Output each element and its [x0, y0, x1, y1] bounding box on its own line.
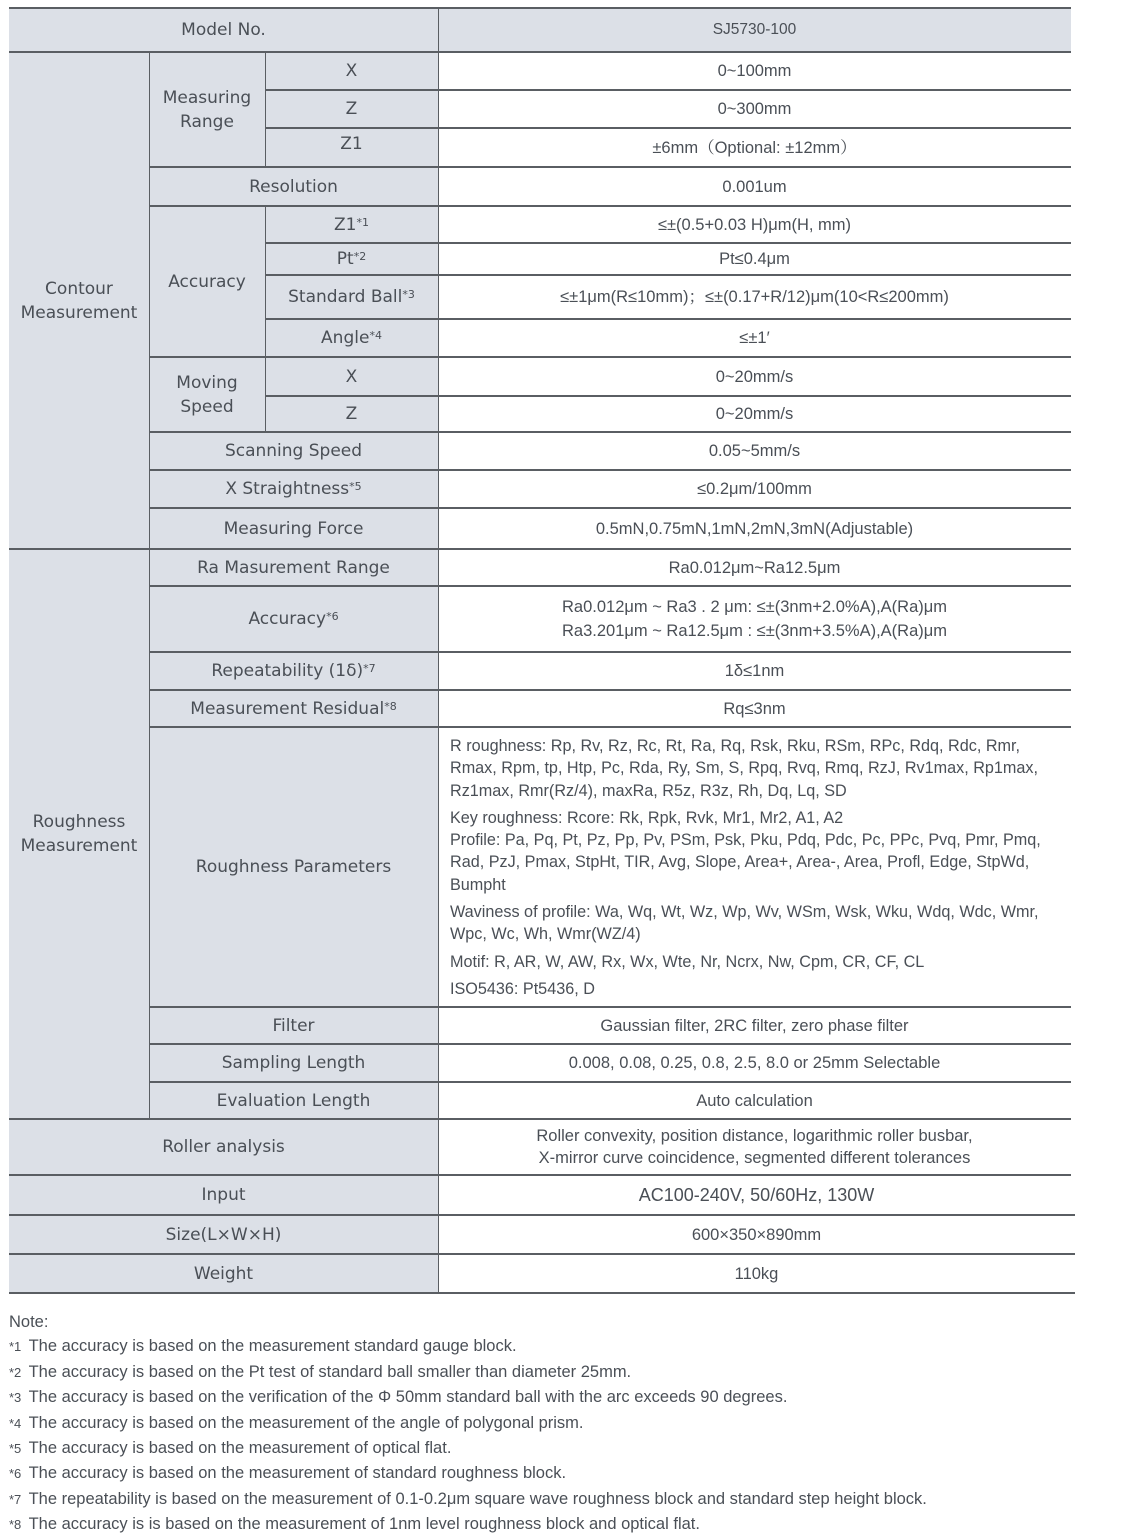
note-text: The repeatability is based on the measurement of 0.1-0.2μm square wave roughness block and standard step height block. — [28, 1489, 927, 1508]
note-item — [9, 1385, 927, 1410]
measuring-force-value: 0.5mN,0.75mN,1mN,2mN,3mN(Adjustable) — [438, 508, 1071, 549]
note-mark: *6 — [9, 1466, 22, 1482]
note-text: The accuracy is is based on the measurement of 1nm level roughness block and optical flat. — [28, 1515, 700, 1534]
repeatability-label — [149, 652, 438, 690]
evaluation-length-value: Auto calculation — [438, 1082, 1071, 1119]
divider — [9, 1253, 1075, 1255]
divider — [149, 585, 1071, 587]
input-value: AC100-240V, 50/60Hz, 130W — [438, 1175, 1075, 1215]
contour-measurement-text: Contour Measurement — [20, 278, 138, 323]
accuracy-pt-label — [265, 243, 438, 275]
divider — [9, 548, 1071, 550]
roughness-measurement-text: Roughness Measurement — [20, 812, 138, 856]
speed-x-label: X — [265, 357, 438, 396]
divider — [265, 89, 438, 91]
r-roughness-params: R roughness: Rp, Rv, Rz, Rc, Rt, Ra, Rq, Rsk, Rku, RSm, RPc, Rdq, Rdc, Rmr, Rmax, Rpm, tp, Htp, Pc, Rda, Ry, Sm, S, Rpq, Rvq, Rmq, RzJ, Rv1max, Rp1max, Rz1max, Rmr(Rz/4), maxRa, R5z, R3z, Rh, Dq, Lq, SD — [450, 737, 1038, 800]
divider — [265, 242, 1071, 244]
sampling-length-value: 0.008, 0.08, 0.25, 0.8, 2.5, 8.0 or 25mm Selectable — [438, 1044, 1071, 1082]
roughness-accuracy-value — [438, 586, 1071, 652]
note-text: The accuracy is based on the Pt test of standard ball smaller than diameter 25mm. — [28, 1362, 632, 1381]
note-ref: *1 — [356, 215, 369, 229]
note-text: The accuracy is based on the verification of the Φ 50mm standard ball with the arc exceeds 90 degrees. — [28, 1388, 788, 1407]
weight-value: 110kg — [438, 1254, 1075, 1293]
divider — [149, 507, 1071, 509]
divider — [149, 726, 1071, 728]
accuracy-angle-value: ≤±1′ — [438, 319, 1071, 357]
divider — [149, 689, 1071, 691]
note-item — [9, 1436, 927, 1461]
range-z1-label: Z1 — [265, 128, 438, 167]
sampling-length-label: Sampling Length — [149, 1044, 438, 1082]
range-z-value: 0~300mm — [438, 90, 1071, 128]
accuracy-ball-text: Standard Ball — [288, 287, 403, 307]
roller-analysis-label: Roller analysis — [9, 1119, 438, 1175]
note-text: The accuracy is based on the measurement of optical flat. — [28, 1439, 452, 1458]
x-straightness-value: ≤0.2μm/100mm — [438, 470, 1071, 508]
ra-range-value: Ra0.012μm~Ra12.5μm — [438, 549, 1071, 586]
divider — [265, 395, 1071, 397]
divider — [265, 274, 1071, 276]
repeatability-value: 1δ≤1nm — [438, 652, 1071, 690]
divider — [265, 52, 266, 167]
divider — [149, 1081, 1071, 1083]
note-item — [9, 1334, 927, 1359]
note-mark: *1 — [9, 1339, 22, 1355]
profile-params: Profile: Pa, Pq, Pt, Pz, Pp, Pv, PSm, Psk, Pku, Pdq, Pdc, Pc, PPc, Pvq, Pmr, Pmq, Rad, PzJ, Pmax, StpHt, TIR, Avg, Slope, Area+, Area-, Area, Profl, Edge, StpWd, Bumpht — [450, 831, 1041, 894]
divider — [149, 1043, 1071, 1045]
range-x-label: X — [265, 52, 438, 90]
divider — [9, 1174, 1071, 1176]
divider — [9, 1214, 1075, 1216]
resolution-value: 0.001um — [438, 167, 1071, 206]
accuracy-z1-label — [265, 206, 438, 243]
divider — [9, 51, 1071, 53]
range-x-value: 0~100mm — [438, 52, 1071, 90]
roller-analysis-value — [438, 1119, 1071, 1175]
residual-label — [149, 690, 438, 727]
repeatability-text: Repeatability (1δ) — [211, 661, 364, 681]
iso-params: ISO5436: Pt5436, D — [450, 979, 595, 998]
model-no-value: SJ5730-100 — [438, 8, 1071, 52]
divider — [9, 1118, 1071, 1120]
note-mark: *4 — [9, 1415, 22, 1431]
accuracy-ball-value: ≤±1μm(R≤10mm)；≤±(0.17+R/12)μm(10<R≤200mm) — [438, 275, 1071, 319]
roughness-accuracy-label — [149, 586, 438, 652]
resolution-label: Resolution — [149, 167, 438, 206]
divider — [149, 431, 1071, 433]
evaluation-length-label: Evaluation Length — [149, 1082, 438, 1119]
input-label: Input — [9, 1175, 438, 1215]
ra-range-label: Ra Masurement Range — [149, 549, 438, 586]
note-ref: *5 — [349, 480, 362, 493]
divider — [438, 89, 1071, 91]
accuracy-label: Accuracy — [149, 206, 265, 357]
note-text: The accuracy is based on the measurement of standard roughness block. — [28, 1464, 567, 1483]
waviness-params: Waviness of profile: Wa, Wq, Wt, Wz, Wp, Wv, WSm, Wsk, Wku, Wdq, Wdc, Wmr, Wpc, Wc, Wh, Wmr(WZ/4) — [450, 903, 1039, 944]
notes-title: Note: — [9, 1313, 49, 1331]
roughness-parameters-label: Roughness Parameters — [149, 727, 438, 1007]
divider — [265, 127, 1071, 129]
x-straightness-label — [149, 470, 438, 508]
note-ref: *8 — [384, 699, 397, 713]
measuring-force-label: Measuring Force — [149, 508, 438, 549]
size-label: Size(L×W×H) — [9, 1215, 438, 1254]
note-ref: *4 — [369, 329, 382, 342]
note-item — [9, 1360, 927, 1385]
note-ref: *3 — [402, 288, 415, 301]
speed-z-value: 0~20mm/s — [438, 396, 1071, 432]
filter-value: Gaussian filter, 2RC filter, zero phase filter — [438, 1007, 1071, 1044]
residual-value: Rq≤3nm — [438, 690, 1071, 727]
accuracy-pt-text: Pt — [336, 249, 354, 269]
note-item — [9, 1512, 927, 1537]
divider — [149, 1006, 1071, 1008]
note-mark: *7 — [9, 1491, 22, 1507]
roughness-measurement-label — [9, 549, 149, 1119]
accuracy-angle-label — [265, 319, 438, 357]
divider — [9, 1292, 1075, 1294]
accuracy-z1-text: Z1 — [334, 214, 357, 235]
note-item — [9, 1461, 927, 1486]
roughness-accuracy-text: Accuracy — [248, 609, 327, 629]
note-text: The accuracy is based on the measurement standard gauge block. — [28, 1337, 517, 1356]
measuring-range-label: Measuring Range — [149, 52, 265, 167]
roller-line2: X-mirror curve coincidence, segmented different tolerances — [538, 1149, 971, 1167]
divider — [438, 8, 439, 1293]
filter-label: Filter — [149, 1007, 438, 1044]
note-ref: *6 — [326, 610, 339, 623]
contour-measurement-label — [9, 52, 149, 549]
note-mark: *2 — [9, 1364, 22, 1380]
roughness-accuracy-line1: Ra0.012μm ~ Ra3 . 2 μm: ≤±(3nm+2.0%A),A(Ra)μm — [561, 598, 947, 616]
model-no-label: Model No. — [9, 8, 438, 52]
notes-section — [9, 1310, 927, 1538]
scanning-speed-label: Scanning Speed — [149, 432, 438, 470]
note-ref: *2 — [353, 250, 367, 263]
motif-params: Motif: R, AR, W, AW, Rx, Wx, Wte, Nr, Ncrx, Nw, Cpm, CR, CF, CL — [450, 952, 925, 971]
size-value: 600×350×890mm — [438, 1215, 1075, 1254]
speed-z-label: Z — [265, 396, 438, 432]
divider — [265, 206, 266, 432]
moving-speed-label: Moving Speed — [149, 357, 265, 432]
range-z-label: Z — [265, 90, 438, 128]
x-straightness-text: X Straightness — [225, 479, 350, 499]
divider — [9, 7, 1071, 9]
note-item — [9, 1487, 927, 1512]
weight-label: Weight — [9, 1254, 438, 1293]
range-z1-value: ±6mm（Optional: ±12mm） — [438, 128, 1071, 167]
note-mark: *3 — [9, 1390, 22, 1406]
divider — [149, 166, 1071, 168]
key-roughness-params: Key roughness: Rcore: Rk, Rpk, Rvk, Mr1, Mr2, A1, A2 — [450, 808, 844, 827]
accuracy-pt-value: Pt≤0.4μm — [438, 243, 1071, 275]
divider — [149, 469, 1071, 471]
scanning-speed-value: 0.05~5mm/s — [438, 432, 1071, 470]
roller-line1: Roller convexity, position distance, logarithmic roller busbar, — [536, 1127, 973, 1145]
residual-text: Measurement Residual — [190, 698, 385, 719]
speed-x-value: 0~20mm/s — [438, 357, 1071, 396]
divider — [149, 356, 1071, 358]
note-mark: *8 — [9, 1517, 22, 1533]
note-item — [9, 1411, 927, 1436]
note-text: The accuracy is based on the measurement of the angle of polygonal prism. — [28, 1413, 584, 1432]
accuracy-z1-value: ≤±(0.5+0.03 H)μm(H, mm) — [438, 206, 1071, 243]
divider — [149, 205, 1071, 207]
divider — [265, 318, 1071, 320]
divider — [149, 651, 1071, 653]
accuracy-angle-text: Angle — [321, 328, 370, 348]
roughness-accuracy-line2: Ra3.201μm ~ Ra12.5μm : ≤±(3nm+3.5%A),A(Ra)μm — [561, 622, 948, 640]
roughness-parameters-value — [438, 727, 1071, 1007]
note-ref: *7 — [363, 662, 376, 675]
accuracy-ball-label — [265, 275, 438, 319]
note-mark: *5 — [9, 1441, 22, 1457]
divider — [149, 52, 150, 1119]
